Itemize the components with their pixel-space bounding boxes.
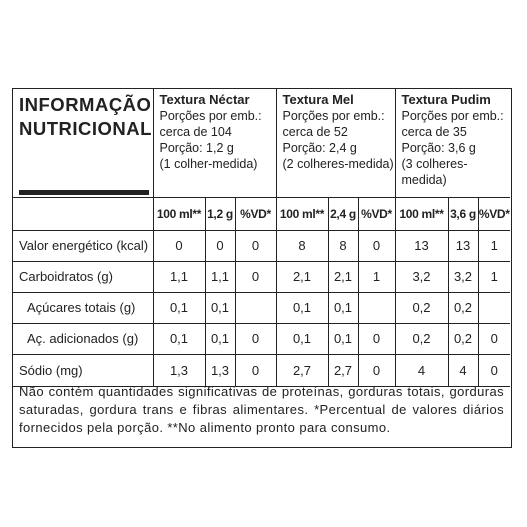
value-cell: 1,3 bbox=[153, 354, 205, 386]
portions-count: cerca de 104 bbox=[159, 125, 232, 139]
value-cell: 0 bbox=[358, 230, 395, 261]
portions-label: Porções por emb.: bbox=[401, 109, 504, 123]
value-cell: 2,1 bbox=[328, 261, 358, 292]
texture-name: Textura Pudim bbox=[401, 92, 491, 107]
col-header-ml: 100 ml** bbox=[395, 197, 448, 230]
value-cell: 0,1 bbox=[328, 292, 358, 323]
value-cell: 8 bbox=[276, 230, 328, 261]
col-header-g: 2,4 g bbox=[328, 197, 358, 230]
nutrition-table bbox=[13, 89, 510, 387]
nutrient-label: Açúcares totais (g) bbox=[13, 292, 153, 323]
col-header-vd: %VD* bbox=[358, 197, 395, 230]
value-cell: 0,1 bbox=[276, 323, 328, 354]
value-cell: 0,2 bbox=[448, 323, 478, 354]
nutrient-label: Carboidratos (g) bbox=[13, 261, 153, 292]
texture-mel-header bbox=[276, 89, 395, 197]
value-cell: 2,7 bbox=[328, 354, 358, 386]
col-header-ml: 100 ml** bbox=[276, 197, 328, 230]
portion-measure: (1 colher-medida) bbox=[159, 157, 258, 171]
value-cell: 13 bbox=[448, 230, 478, 261]
col-header-g: 1,2 g bbox=[205, 197, 235, 230]
col-header-vd: %VD* bbox=[235, 197, 276, 230]
portions-label: Porções por emb.: bbox=[159, 109, 262, 123]
value-cell: 1 bbox=[478, 230, 510, 261]
value-cell: 0,1 bbox=[153, 323, 205, 354]
value-cell: 0 bbox=[153, 230, 205, 261]
col-header-vd: %VD* bbox=[478, 197, 510, 230]
portions-count: cerca de 35 bbox=[401, 125, 467, 139]
footnote-text: Não contém quantidades significativas de proteínas, gorduras totais, gorduras saturadas, gordura trans e fibras alimentares. *Percentual de valores diários fornecidos pela porção. **No alimento pronto para consumo. bbox=[19, 384, 504, 435]
texture-header-row bbox=[13, 89, 510, 197]
value-cell: 0,1 bbox=[205, 292, 235, 323]
texture-name: Textura Mel bbox=[282, 92, 354, 107]
col-header-g: 3,6 g bbox=[448, 197, 478, 230]
portion-size: Porção: 2,4 g bbox=[282, 141, 357, 155]
value-cell bbox=[478, 292, 510, 323]
title-line-1: INFORMAÇÃO bbox=[19, 94, 152, 115]
nutrient-row-carbs bbox=[13, 261, 510, 292]
value-cell: 1 bbox=[478, 261, 510, 292]
value-cell: 0 bbox=[235, 354, 276, 386]
portion-measure: (3 colheres-medida) bbox=[401, 157, 468, 187]
portion-size: Porção: 1,2 g bbox=[159, 141, 234, 155]
value-cell: 0 bbox=[235, 230, 276, 261]
nutrient-label: Aç. adicionados (g) bbox=[13, 323, 153, 354]
table-title bbox=[13, 89, 153, 197]
value-cell: 0 bbox=[478, 323, 510, 354]
nutrient-row-energy bbox=[13, 230, 510, 261]
nutrient-label: Sódio (mg) bbox=[13, 354, 153, 386]
value-cell: 0,2 bbox=[448, 292, 478, 323]
nutrient-row-total-sugars bbox=[13, 292, 510, 323]
portions-count: cerca de 52 bbox=[282, 125, 348, 139]
value-cell: 2,7 bbox=[276, 354, 328, 386]
value-cell: 1,1 bbox=[153, 261, 205, 292]
value-cell: 0,1 bbox=[328, 323, 358, 354]
value-cell: 13 bbox=[395, 230, 448, 261]
value-cell: 4 bbox=[395, 354, 448, 386]
value-cell: 1 bbox=[358, 261, 395, 292]
texture-name: Textura Néctar bbox=[159, 92, 250, 107]
value-cell: 0,1 bbox=[153, 292, 205, 323]
value-cell: 0 bbox=[235, 323, 276, 354]
portion-measure: (2 colheres-medida) bbox=[282, 157, 394, 171]
value-cell: 1,1 bbox=[205, 261, 235, 292]
texture-pudim-header bbox=[395, 89, 510, 197]
column-header-row bbox=[13, 197, 510, 230]
nutrient-label: Valor energético (kcal) bbox=[13, 230, 153, 261]
value-cell: 0,1 bbox=[276, 292, 328, 323]
empty-header-cell bbox=[13, 197, 153, 230]
value-cell: 0 bbox=[478, 354, 510, 386]
value-cell: 0 bbox=[358, 354, 395, 386]
value-cell: 2,1 bbox=[276, 261, 328, 292]
value-cell: 0 bbox=[235, 261, 276, 292]
value-cell: 3,2 bbox=[395, 261, 448, 292]
nutrient-row-added-sugars bbox=[13, 323, 510, 354]
portion-size: Porção: 3,6 g bbox=[401, 141, 476, 155]
portions-label: Porções por emb.: bbox=[282, 109, 385, 123]
nutrition-facts-label bbox=[12, 88, 512, 448]
value-cell: 4 bbox=[448, 354, 478, 386]
value-cell: 0,2 bbox=[395, 323, 448, 354]
title-line-2: NUTRICIONAL bbox=[19, 118, 152, 139]
value-cell: 3,2 bbox=[448, 261, 478, 292]
col-header-ml: 100 ml** bbox=[153, 197, 205, 230]
value-cell: 0,1 bbox=[205, 323, 235, 354]
value-cell: 0,2 bbox=[395, 292, 448, 323]
value-cell: 8 bbox=[328, 230, 358, 261]
texture-nectar-header bbox=[153, 89, 276, 197]
value-cell: 0 bbox=[205, 230, 235, 261]
value-cell bbox=[358, 292, 395, 323]
value-cell: 1,3 bbox=[205, 354, 235, 386]
value-cell bbox=[235, 292, 276, 323]
value-cell: 0 bbox=[358, 323, 395, 354]
title-rule bbox=[19, 190, 149, 195]
